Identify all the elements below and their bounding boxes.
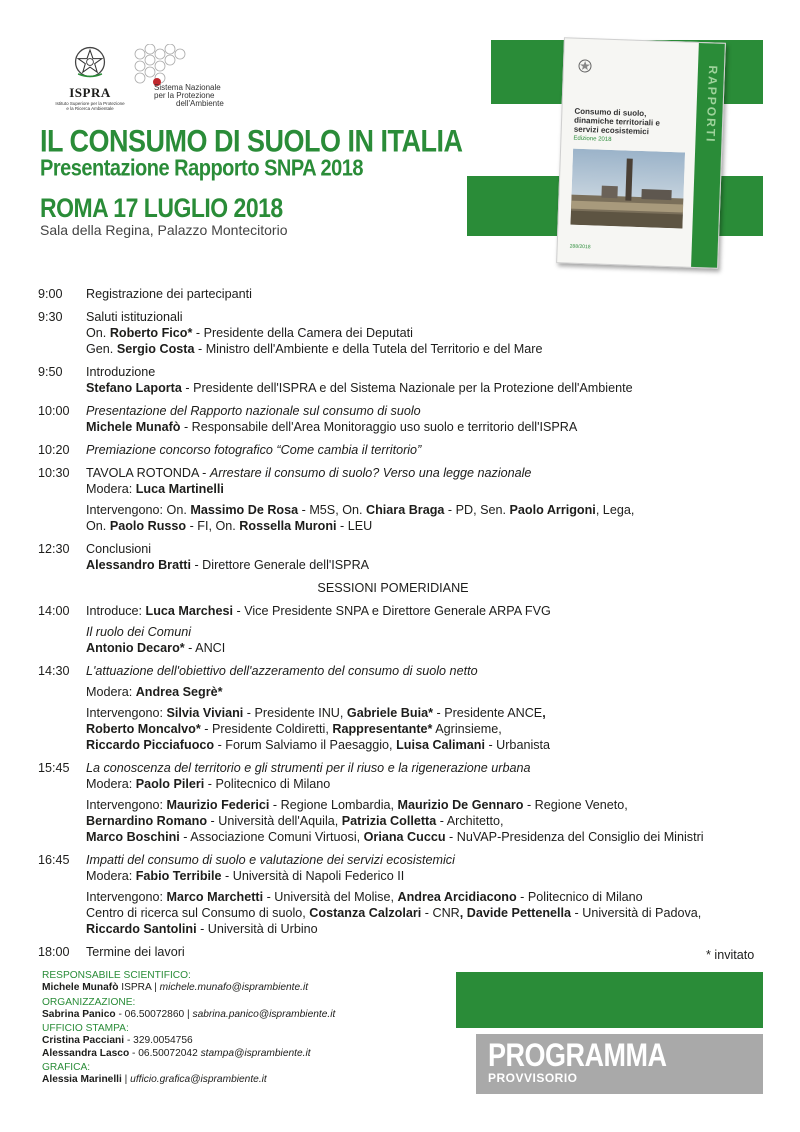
speaker-name: Alessandro Bratti [86,558,191,572]
invited-note: * invitato [706,948,755,962]
schedule-item [38,603,778,656]
programme [38,286,778,967]
item-text: Premiazione concorso fotografico “Come cambia il territorio” [86,443,422,457]
subtitle: Presentazione Rapporto SNPA 2018 [40,156,363,182]
snpa-line-3: dell'Ambiente [176,99,224,108]
moderator-line: Modera: Luca Martinelli [86,482,224,496]
time: 16:45 [38,853,70,867]
italian-emblem-icon [73,45,107,79]
speakers-line: Riccardo Picciafuoco - Forum Salviamo il Paesaggio, Luisa Calimani - Urbanista [86,738,551,752]
time: 15:45 [38,761,70,775]
speaker-name: Stefano Laporta [86,381,182,395]
speakers-line: Intervengono: Marco Marchetti - Università del Molise, Andrea Arcidiacono - Politecnico di Milano [86,890,643,904]
schedule-item [38,465,778,534]
item-text: Presentazione del Rapporto nazionale sul consumo di suolo [86,404,421,418]
snpa-logo [132,44,242,109]
item-text: Termine dei lavori [86,945,185,959]
moderator-line: Modera: Paolo Pileri - Politecnico di Milano [86,777,331,791]
speaker-line: Stefano Laporta - Presidente dell'ISPRA e del Sistema Nazionale per la Protezione dell'Ambiente [86,381,633,395]
credit-value: Alessia Marinelli | ufficio.grafica@isprambiente.it [42,1074,267,1086]
schedule-item [38,944,778,960]
item-text: L'attuazione dell'obiettivo dell'azzeramento del consumo di suolo netto [86,664,478,678]
moderator-line: Modera: Fabio Terribile - Università di Napoli Federico II [86,869,405,883]
item-text: Introduzione [86,365,156,379]
speaker-line: Michele Munafò - Responsabile dell'Area Monitoraggio uso suolo e territorio dell'ISPRA [86,420,578,434]
credit-label: ORGANIZZAZIONE: [42,996,136,1008]
time: 12:30 [38,542,70,556]
speakers-line: Intervengono: Maurizio Federici - Regione Lombardia, Maurizio De Gennaro - Regione Veneto, [86,798,628,812]
item-text: Introduce: Luca Marchesi - Vice Presidente SNPA e Direttore Generale ARPA FVG [86,604,551,618]
provisional-label: PROVVISORIO [488,1071,578,1085]
email-link[interactable]: ufficio.grafica@isprambiente.it [130,1074,267,1086]
schedule-item [38,364,778,396]
time: 10:00 [38,404,70,418]
snpa-line-2: per la Protezione [154,91,215,100]
ispra-subtitle-1: Istituto Superiore per la Protezione [55,101,125,106]
credit-label: RESPONSABILE SCIENTIFICO: [42,970,191,981]
time: 14:00 [38,604,70,618]
schedule-item [38,541,778,573]
schedule-item [38,309,778,357]
schedule-item [38,852,778,937]
speaker-name: Sergio Costa [116,342,195,356]
schedule-item [38,442,778,458]
speakers-line: Riccardo Santolini - Università di Urbino [86,922,318,936]
credit-value: Michele Munafò ISPRA | michele.munafo@isprambiente.it [42,982,309,994]
speakers-line: Marco Boschini - Associazione Comuni Virtuosi, Oriana Cuccu - NuVAP-Presidenza del Consiglio dei Ministri [86,830,704,844]
credit-value: Alessandra Lasco - 06.50072042 stampa@isprambiente.it [42,1047,311,1059]
time: 10:20 [38,443,70,457]
speaker-name: Luca Martinelli [135,482,224,496]
item-text: Impatti del consumo di suolo e valutazione dei servizi ecosistemici [86,853,455,867]
cover-emblem-icon [578,59,592,73]
time: 10:30 [38,466,70,480]
time: 14:30 [38,664,70,678]
time: 9:30 [38,310,63,324]
cover-photo [570,149,685,229]
event-date: ROMA 17 LUGLIO 2018 [40,193,283,223]
cover-edition: Edizione 2018 [573,135,612,143]
time: 9:00 [38,287,63,301]
venue: Sala della Regina, Palazzo Montecitorio [40,222,288,238]
item-text: Il ruolo dei Comuni [86,625,191,639]
moderator-line: Modera: Andrea Segrè* [86,685,223,699]
snpa-line-1: Sistema Nazionale [154,83,221,92]
time: 9:50 [38,365,63,379]
ispra-subtitle-2: e la Ricerca Ambientale [66,106,114,111]
credit-value: Sabrina Panico - 06.50072860 | sabrina.panico@isprambiente.it [42,1008,336,1020]
main-title: IL CONSUMO DI SUOLO IN ITALIA [40,124,463,159]
item-text: Saluti istituzionali [86,310,183,324]
schedule-item [38,663,778,753]
schedule-item [38,760,778,845]
credits [42,970,335,1089]
speakers-line: Intervengono: Silvia Viviani - Presidente INU, Gabriele Buia* - Presidente ANCE, [86,706,546,720]
programme-label: PROGRAMMA [488,1037,667,1073]
speaker-line: Antonio Decaro* - ANCI [86,641,226,655]
speakers-line: Roberto Moncalvo* - Presidente Coldiretti, Rappresentante* Agrinsieme, [86,722,502,736]
speakers-line: Bernardino Romano - Università dell'Aquila, Patrizia Colletta - Architetto, [86,814,504,828]
credit-label: UFFICIO STAMPA: [42,1023,129,1035]
hexagon-network-icon [132,44,212,86]
item-text: Conclusioni [86,542,152,556]
report-cover [556,37,726,269]
speakers-line: Intervengono: On. Massimo De Rosa - M5S, On. Chiara Braga - PD, Sen. Paolo Arrigoni, Lega, [86,503,635,517]
speaker-line: On. Roberto Fico* - Presidente della Camera dei Deputati [86,326,413,340]
speakers-line: On. Paolo Russo - FI, On. Rossella Muroni - LEU [86,519,373,533]
email-link[interactable]: michele.munafo@isprambiente.it [159,982,309,994]
item-text: La conoscenza del territorio e gli strumenti per il riuso e la rigenerazione urbana [86,761,531,775]
speakers-line: Centro di ricerca sul Consumo di suolo, Costanza Calzolari - CNR, Davide Pettenella - Università di Padova, [86,906,702,920]
speaker-line: Alessandro Bratti - Direttore Generale dell'ISPRA [86,558,370,572]
speaker-line: Gen. Sergio Costa - Ministro dell'Ambiente e della Tutela del Territorio e del Mare [86,342,543,356]
session-heading: SESSIONI POMERIDIANE [317,581,469,595]
item-text: TAVOLA ROTONDA - Arrestare il consumo di suolo? Verso una legge nazionale [86,466,532,480]
cover-title: Consumo di suolo, dinamiche territoriali e servizi ecosistemici [573,106,661,137]
schedule-item [38,403,778,435]
email-link[interactable]: sabrina.panico@isprambiente.it [192,1008,336,1020]
credit-label: GRAFICA: [42,1062,91,1074]
ispra-logo [45,45,135,113]
ispra-name: ISPRA [69,85,111,100]
speaker-name: Roberto Fico* [109,326,193,340]
speaker-name: Michele Munafò [86,420,181,434]
time: 18:00 [38,945,70,959]
schedule-item [38,286,778,302]
cover-side-label: RAPPORTI [703,65,721,144]
item-text: Registrazione dei partecipanti [86,287,252,301]
email-link[interactable]: stampa@isprambiente.it [200,1047,311,1059]
footer-green-block [456,972,763,1028]
credit-value: Cristina Pacciani - 329.0054756 [42,1035,193,1047]
cover-number: 288/2018 [569,243,591,251]
